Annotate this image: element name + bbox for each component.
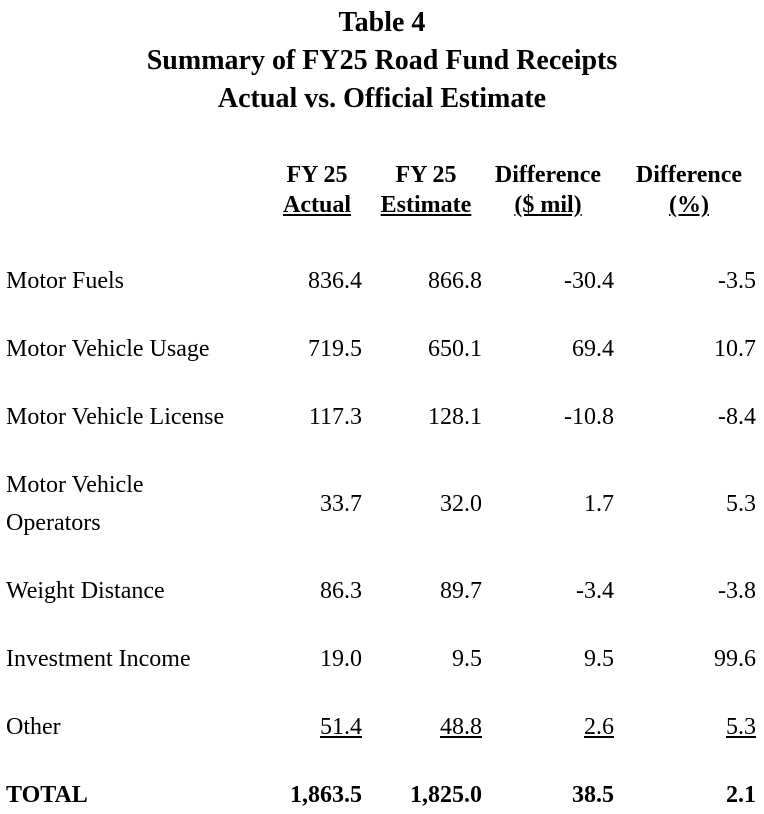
header-diff-mil-top: Difference xyxy=(494,162,602,188)
header-diff-mil-bottom: ($ mil) xyxy=(514,192,582,218)
row-label-motor-fuels: Motor Fuels xyxy=(6,268,125,294)
cell-diff-mil: -10.8 xyxy=(564,404,614,430)
header-estimate-top: FY 25 xyxy=(395,162,457,188)
cell-diff-mil: 2.6 xyxy=(584,714,614,740)
total-diff-pct: 2.1 xyxy=(726,782,756,808)
cell-estimate: 89.7 xyxy=(440,578,482,604)
cell-diff-pct: 10.7 xyxy=(714,336,756,362)
cell-actual: 836.4 xyxy=(308,268,362,294)
total-estimate: 1,825.0 xyxy=(410,782,482,808)
cell-actual: 719.5 xyxy=(308,336,362,362)
cell-diff-mil: 9.5 xyxy=(584,646,614,672)
cell-diff-mil: -30.4 xyxy=(564,268,614,294)
cell-actual: 86.3 xyxy=(320,578,362,604)
cell-estimate: 9.5 xyxy=(452,646,482,672)
row-label-weight-distance: Weight Distance xyxy=(6,578,165,604)
title-line-1: Table 4 xyxy=(338,7,426,38)
header-diff-pct-bottom: (%) xyxy=(669,192,709,218)
row-label-other: Other xyxy=(6,714,61,740)
row-label-motor-vehicle-operators-line2: Operators xyxy=(6,510,101,536)
cell-diff-mil: 1.7 xyxy=(584,491,614,517)
cell-actual: 117.3 xyxy=(308,404,362,430)
header-diff-pct-top: Difference xyxy=(635,162,743,188)
table-title xyxy=(0,4,764,118)
cell-diff-pct: 99.6 xyxy=(714,646,756,672)
header-estimate xyxy=(370,160,482,220)
cell-diff-pct: -3.5 xyxy=(718,268,756,294)
cell-diff-mil: -3.4 xyxy=(576,578,614,604)
cell-diff-pct: 5.3 xyxy=(726,714,756,740)
cell-diff-pct: -3.8 xyxy=(718,578,756,604)
cell-actual: 19.0 xyxy=(320,646,362,672)
cell-estimate: 48.8 xyxy=(440,714,482,740)
header-diff-pct xyxy=(624,160,754,220)
row-label-investment-income: Investment Income xyxy=(6,646,191,672)
cell-estimate: 128.1 xyxy=(428,404,482,430)
cell-estimate: 650.1 xyxy=(428,336,482,362)
header-actual-bottom: Actual xyxy=(283,192,351,218)
cell-actual: 33.7 xyxy=(320,491,362,517)
header-actual xyxy=(270,160,364,220)
row-label-total: TOTAL xyxy=(6,782,88,808)
header-diff-mil xyxy=(484,160,612,220)
cell-actual: 51.4 xyxy=(320,714,362,740)
cell-diff-mil: 69.4 xyxy=(572,336,614,362)
total-actual: 1,863.5 xyxy=(290,782,362,808)
cell-diff-pct: -8.4 xyxy=(718,404,756,430)
row-label-motor-vehicle-license: Motor Vehicle License xyxy=(6,404,225,430)
row-label-motor-vehicle-operators-line1: Motor Vehicle xyxy=(6,472,144,498)
cell-estimate: 866.8 xyxy=(428,268,482,294)
total-diff-mil: 38.5 xyxy=(572,782,614,808)
cell-diff-pct: 5.3 xyxy=(726,491,756,517)
row-label-motor-vehicle-usage: Motor Vehicle Usage xyxy=(6,336,210,362)
title-line-3: Actual vs. Official Estimate xyxy=(217,83,547,114)
title-line-2: Summary of FY25 Road Fund Receipts xyxy=(146,45,618,76)
header-actual-top: FY 25 xyxy=(286,162,348,188)
cell-estimate: 32.0 xyxy=(440,491,482,517)
header-estimate-bottom: Estimate xyxy=(380,192,472,218)
